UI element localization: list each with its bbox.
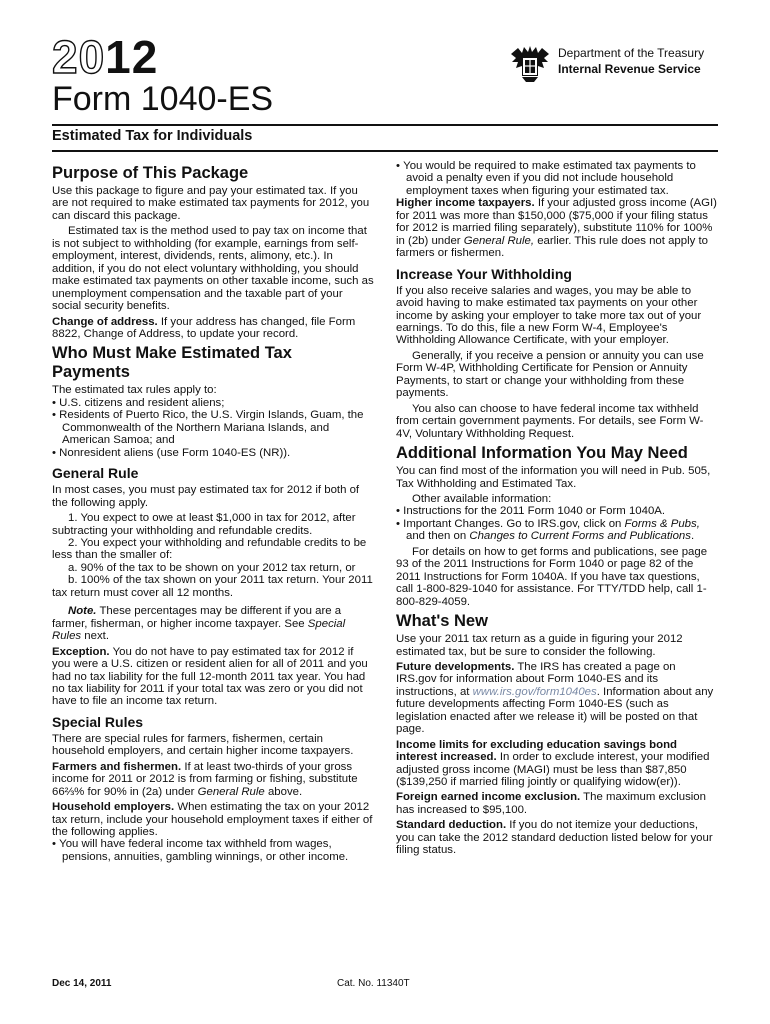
subtitle-rule [52, 150, 718, 152]
higher-income-end: earlier. This rule does not apply to farmers or fishermen. [396, 234, 708, 260]
farmers-text: If at least two-thirds of your gross income for 2011 or 2012 is from farming or fishing, substitute 66⅔% for 90% in (2a) under [52, 760, 358, 798]
household-bullet-text: You will have federal income tax withheld from wages, pensions, annuities, gambling winnings, or other income. [59, 838, 349, 863]
purpose-paragraph-2: Estimated tax is the method used to pay tax on income that is not subject to withholding (for example, earnings from self-employment, interest, dividends, rents, alimony, etc.). In addition, if you do not elect voluntary withholding, you should make estimated tax payments on other taxable income, such as unemployment compensation and the taxable part of your social security benefits. [52, 225, 374, 313]
household-bullet: • You would be required to make estimated tax payments to avoid a penalty even if you did not include household employment taxes when figuring your estimated tax. [396, 160, 696, 197]
standard-deduction-paragraph [396, 819, 718, 856]
who-must-bullet-text: U.S. citizens and resident aliens; [59, 396, 225, 409]
note-text: These percentages may be different if you are a farmer, fisherman, or higher income taxpayer. See [52, 605, 342, 630]
form1040es-link[interactable]: www.irs.gov/form1040es [472, 685, 597, 698]
withholding-paragraph-2: Generally, if you receive a pension or annuity you can use Form W-4P, Withholding Certificate for Pension or Annuity Payments, to start or change your withholding from these payments. [396, 349, 704, 400]
who-must-bullet: • U.S. citizens and resident aliens; [52, 396, 225, 409]
who-must-heading: Who Must Make Estimated Tax Payments [52, 344, 292, 382]
income-limits-paragraph [396, 739, 718, 789]
agency-department: Department of the Treasury [558, 46, 705, 60]
who-must-bullet-text: Residents of Puerto Rico, the U.S. Virgin Islands, Guam, the Commonwealth of the Northern Mariana Islands, and American Samoa; and [59, 409, 364, 447]
special-rules-paragraph: There are special rules for farmers, fishermen, certain household employers, and certain higher income taxpayers. [52, 732, 354, 758]
agency-block [508, 44, 723, 84]
withholding-paragraph-3: You also can choose to have federal income tax withheld from certain government payments. For details, see Form W-4V, Voluntary Withholding Request. [396, 402, 704, 440]
household-text: When estimating the tax on your 2012 tax return, include your household employment taxes if either of the following applies. [52, 801, 373, 839]
changes-to-forms-link[interactable]: Changes to Current Forms and Publications [469, 530, 691, 543]
farmers-end: above. [267, 785, 303, 798]
who-must-bullet-text: Nonresident aliens (use Form 1040-ES (NR)). [59, 446, 291, 459]
future-developments-paragraph [396, 661, 718, 736]
higher-income-text: If your adjusted gross income (AGI) for 2011 was more than $150,000 ($75,000 if your filing status for 2012 is married filing separately), substitute 110% for 100% in (2b) under [396, 197, 717, 247]
form-subtitle: Estimated Tax for Individuals [52, 128, 253, 144]
higher-income-link: General Rule, [463, 234, 535, 247]
farmers-heading: Farmers and fishermen. [52, 760, 182, 773]
additional-info-bullet: • Important Changes. Go to IRS.gov, click on Forms & Pubs, and then on Changes to Current Forms and Publications. [396, 517, 700, 543]
foreign-income-text: The maximum exclusion has increased to $95,100. [396, 791, 706, 816]
future-developments-text: The IRS has created a page on IRS.gov for information about Form 1040-ES and its instructions, at [396, 660, 676, 698]
additional-info-bullet-end: . [690, 530, 695, 543]
future-developments-end: . Information about any future developments affecting Form 1040-ES (such as legislation enacted after we release it) will be posted on that page. [396, 685, 714, 736]
note-paragraph [52, 605, 374, 642]
additional-info-bullet-text: Instructions for the 2011 Form 1040 or Form 1040A. [403, 505, 666, 518]
farmers-paragraph [52, 761, 374, 798]
irs-eagle-seal-icon [508, 44, 552, 84]
footer-catalog-number: Cat. No. 11340T [337, 978, 410, 989]
additional-info-paragraph-3: For details on how to get forms and publications, see page 93 of the 2011 Instructions for Form 1040 or page 82 of the 2011 Instructions for Form 1040A. If you have tax questions, call 1-800-829-1040 for assistance. For TTY/TDD help, call 1-800-829-4059. [396, 545, 708, 608]
change-of-address-paragraph [52, 316, 374, 341]
whats-new-heading: What's New [396, 612, 488, 631]
note-link: Special Rules [52, 617, 346, 643]
household-heading: Household employers. [52, 801, 175, 814]
whats-new-paragraph: Use your 2011 tax return as a guide in figuring your 2012 estimated tax, but be sure to consider the following. [396, 633, 683, 658]
tax-year-solid: 12 [105, 31, 159, 83]
higher-income-paragraph [396, 197, 718, 259]
general-rule-item-1: 1. You expect to owe at least $1,000 in tax for 2012, after subtracting your withholding and refundable credits. [52, 512, 356, 537]
additional-info-paragraph-2: Other available information: [412, 492, 552, 505]
additional-info-paragraph-1: You can find most of the information you will need in Pub. 505, Tax Withholding and Estimated Tax. [396, 465, 711, 490]
household-paragraph [52, 801, 374, 838]
change-of-address-heading: Change of address. [52, 315, 158, 328]
additional-info-bullet-text: Important Changes. Go to IRS.gov, click on [403, 517, 622, 530]
tax-year-outline: 20 [52, 31, 106, 83]
additional-info-bullet-text: and then on [406, 530, 467, 543]
additional-info-heading: Additional Information You May Need [396, 444, 688, 463]
general-rule-item-2: 2. You expect your withholding and refundable credits to be less than the smaller of: [52, 536, 367, 562]
standard-deduction-text: If you do not itemize your deductions, you can take the 2012 standard deduction listed below for your filing status. [396, 819, 713, 857]
future-developments-heading: Future developments. [396, 660, 515, 673]
form-number: Form 1040-ES [52, 80, 274, 118]
agency-irs: Internal Revenue Service [558, 62, 701, 76]
foreign-income-heading: Foreign earned income exclusion. [396, 791, 581, 804]
note-heading: Note. [68, 605, 97, 618]
foreign-income-paragraph [396, 791, 718, 816]
forms-pubs-link[interactable]: Forms & Pubs, [624, 517, 700, 530]
income-limits-text: In order to exclude interest, your modified adjusted gross income (MAGI) must be less than $87,850 ($139,250 if married filing jointly or qualifying widow(er)). [396, 751, 710, 789]
income-limits-heading: Income limits for excluding education savings bond interest increased. [396, 738, 678, 764]
household-bullet: • You will have federal income tax withheld from wages, pensions, annuities, gambling winnings, or other income. [52, 838, 349, 863]
standard-deduction-heading: Standard deduction. [396, 819, 507, 832]
exception-text: You do not have to pay estimated tax for 2012 if you were a U.S. citizen or resident alien for all of 2011 and you had no tax liability for the full 12-month 2011 tax year. You had no tax liability for 2011 if your total tax was zero or you did not have to file an income tax return. [52, 645, 368, 708]
exception-paragraph [52, 646, 374, 708]
exception-heading: Exception. [52, 645, 110, 658]
who-must-bullet: • Residents of Puerto Rico, the U.S. Virgin Islands, Guam, the Commonwealth of the Northern Mariana Islands, and American Samoa; and [52, 409, 364, 447]
general-rule-item-2b: b. 100% of the tax shown on your 2011 tax return. Your 2011 tax return must cover all 12 months. [52, 574, 373, 599]
higher-income-heading: Higher income taxpayers. [396, 197, 535, 210]
change-of-address-text: If your address has changed, file Form 8822, Change of Address, to update your record. [52, 315, 356, 340]
who-must-intro: The estimated tax rules apply to: [52, 384, 217, 397]
header-rule [52, 124, 718, 126]
special-rules-heading: Special Rules [52, 713, 144, 730]
general-rule-item-2a: a. 90% of the tax to be shown on your 2012 tax return, or [68, 561, 356, 574]
general-rule-paragraph: In most cases, you must pay estimated tax for 2012 if both of the following apply. [52, 484, 360, 509]
farmers-link: General Rule [197, 785, 265, 798]
withholding-paragraph-1: If you also receive salaries and wages, you may be able to avoid having to make estimated tax payments on your other income by asking your employer to take more tax out of your earnings. To do this, file a new Form W-4, Employee's Withholding Allowance Certificate, with your employer. [396, 284, 702, 347]
tax-year [52, 31, 159, 83]
left-column [52, 160, 374, 863]
withholding-heading: Increase Your Withholding [396, 265, 572, 282]
right-column [396, 160, 718, 860]
note-end: next. [84, 630, 109, 643]
who-must-bullet: • Nonresident aliens (use Form 1040-ES (NR)). [52, 446, 291, 459]
purpose-paragraph-1: Use this package to figure and pay your estimated tax. If you are not required to make estimated tax payments for 2012, you can discard this package. [52, 185, 370, 222]
footer-date: Dec 14, 2011 [52, 978, 112, 989]
additional-info-bullet: • Instructions for the 2011 Form 1040 or Form 1040A. [396, 505, 666, 518]
general-rule-heading: General Rule [52, 465, 139, 482]
purpose-heading: Purpose of This Package [52, 164, 249, 182]
household-bullet-text: You would be required to make estimated tax payments to avoid a penalty even if you did not include household employment taxes when figuring your estimated tax. [403, 160, 696, 197]
